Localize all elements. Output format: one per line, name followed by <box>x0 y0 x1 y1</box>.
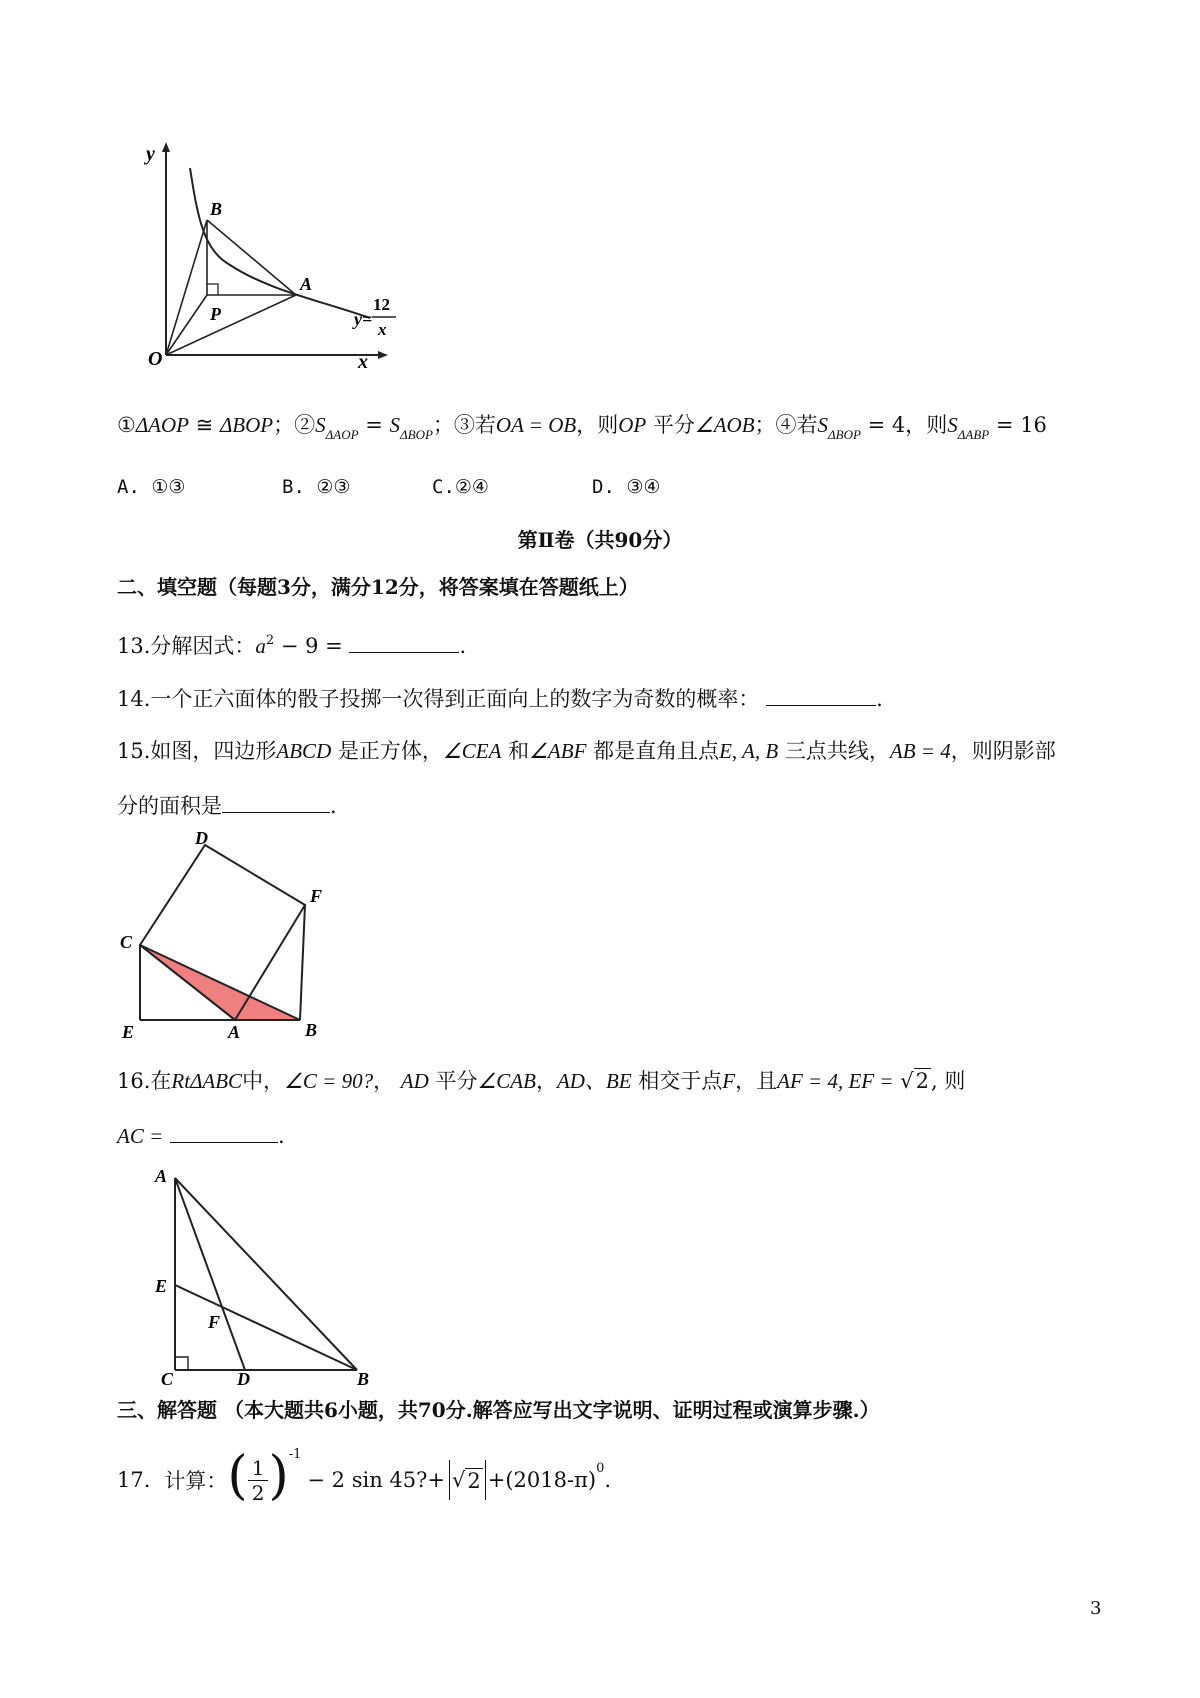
question-15-line-1 <box>117 736 1056 766</box>
right-paren: ) <box>268 1446 289 1506</box>
stmt-3-bisects: 平分 <box>652 413 695 437</box>
q16-figure <box>125 1160 405 1385</box>
end-period: . <box>277 1124 285 1148</box>
left-paren: ( <box>227 1446 248 1506</box>
area-subscript: ΔABP <box>957 427 990 442</box>
answer-blank[interactable] <box>349 630 459 653</box>
text: 平分 <box>435 1069 478 1093</box>
math-abcd: ABCD <box>276 739 332 763</box>
question-text: 计算： <box>164 1469 228 1493</box>
question-text: 一个正六面体的骰子投掷一次得到正面向上的数字为奇数的概率： <box>150 687 760 711</box>
sqrt-sign: √ <box>451 1468 466 1492</box>
q12-options <box>117 472 660 502</box>
question-15-line-2 <box>117 790 337 821</box>
end-period: . <box>876 687 883 711</box>
stmt-4-then: ，则 <box>905 413 948 437</box>
math-angle-cab: ∠CAB <box>477 1069 536 1093</box>
area-subscript: ΔBOP <box>400 427 433 442</box>
fig-curve-num: 12 <box>373 295 390 314</box>
option-a[interactable]: A. ①③ <box>117 476 186 498</box>
end-period: . <box>330 794 337 818</box>
math-ac: AC = <box>117 1124 164 1148</box>
fig-label-F: F <box>310 886 323 906</box>
fig-label-D: D <box>195 830 208 848</box>
stmt-2-mark: ② <box>294 413 316 437</box>
fraction-denominator: 2 <box>251 1480 265 1505</box>
fig-label-F: F <box>208 1312 221 1332</box>
stmt-1-left: ΔAOP <box>135 413 189 437</box>
text: 如图，四边形 <box>150 739 277 763</box>
question-number: 14. <box>117 687 151 711</box>
question-text: 分解因式： <box>150 634 256 658</box>
stmt-4-result: = 16 <box>995 413 1047 437</box>
math-points: E, A, B <box>719 739 779 763</box>
part-2-heading: 二、填空题（每题3分，满分12分，将答案填在答题纸上） <box>117 575 639 599</box>
expr-middle: − 2 sin 45?+ <box>307 1468 445 1492</box>
fig-label-C: C <box>161 1369 174 1385</box>
text: ， <box>373 1069 395 1093</box>
separator: ； <box>432 413 454 437</box>
stmt-1-mark: ① <box>117 413 136 437</box>
math-ab: AB = 4 <box>889 739 951 763</box>
fraction <box>248 1456 269 1505</box>
stmt-4-mark: ④若 <box>775 413 818 437</box>
question-17 <box>117 1440 611 1520</box>
abs-bar <box>449 1460 450 1500</box>
q12-figure <box>118 140 418 370</box>
fig-label-B: B <box>305 1020 318 1040</box>
stmt-3-segment: OP <box>618 413 647 437</box>
expr-variable: a <box>255 634 266 658</box>
area-subscript: ΔAOP <box>325 427 359 442</box>
math-angle-abf: ∠ABF <box>529 739 587 763</box>
area-symbol: S <box>315 413 326 437</box>
math-point-f: F <box>722 1069 736 1093</box>
question-number: 13. <box>117 634 151 658</box>
fig-label-x: x <box>358 351 368 370</box>
text: 都是直角且点 <box>593 739 720 763</box>
math-triangle: RtΔABC <box>171 1069 243 1093</box>
q15-figure <box>110 830 340 1040</box>
text: 三点共线， <box>784 739 890 763</box>
text: ，且 <box>735 1069 778 1093</box>
question-16-line-2 <box>117 1120 285 1151</box>
stmt-3-condition: OA = OB <box>495 413 577 437</box>
expr-exponent: 2 <box>265 633 275 648</box>
end-period: . <box>604 1468 612 1492</box>
text: 相交于点 <box>638 1069 723 1093</box>
part-3-heading: 三、解答题 （本大题共6小题，共70分.解答应写出文字说明、证明过程或演算步骤.） <box>117 1398 880 1422</box>
question-number: 17. <box>117 1468 151 1492</box>
fig-label-C: C <box>120 932 133 952</box>
text: 中， <box>242 1069 285 1093</box>
fig-label-A: A <box>155 1166 168 1186</box>
stmt-4-value: = 4 <box>867 413 906 437</box>
fig-label-E: E <box>155 1276 168 1296</box>
question-16-line-1: 16.在RtΔABC中，∠C = 90?， AD 平分∠CAB，AD、BE 相交于点F，且AF = 4, EF = √2, 则 <box>117 1069 966 1093</box>
exponent: -1 <box>288 1446 302 1462</box>
text: , 则 <box>930 1069 966 1093</box>
answer-blank[interactable] <box>170 1120 278 1143</box>
sqrt-radicand: 2 <box>915 1069 929 1093</box>
math-ad-be: AD、BE <box>556 1069 632 1093</box>
question-14 <box>117 683 883 714</box>
congruent-symbol: ≅ <box>195 413 214 437</box>
fig-label-A: A <box>300 274 313 294</box>
math-angle: ∠C = 90? <box>284 1069 374 1093</box>
section-2-title: 第Ⅱ卷（共90分） <box>517 528 683 552</box>
option-d[interactable]: D. ③④ <box>592 476 661 498</box>
question-13 <box>117 630 466 665</box>
option-c[interactable]: C.②④ <box>432 476 489 498</box>
answer-blank[interactable] <box>766 683 876 706</box>
math-angle-cea: ∠CEA <box>442 739 502 763</box>
fig-label-D: D <box>237 1369 250 1385</box>
abs-bar <box>485 1460 486 1500</box>
separator: ； <box>273 413 295 437</box>
page-number: 3 <box>1090 1598 1102 1619</box>
sqrt-radicand: 2 <box>467 1468 481 1493</box>
text: 是正方体， <box>337 739 443 763</box>
text: 在 <box>150 1069 172 1093</box>
expr-rest: − 9 = <box>280 634 343 658</box>
area-symbol: S <box>947 413 958 437</box>
fig-label-P: P <box>210 304 221 324</box>
fraction-numerator: 1 <box>248 1456 269 1481</box>
exponent: 0 <box>596 1460 605 1476</box>
fig-label-E: E <box>122 1022 135 1040</box>
text: 和 <box>508 739 530 763</box>
area-subscript: ΔBOP <box>828 427 861 442</box>
expr-tail: +(2018-π) <box>487 1468 597 1492</box>
fig-label-O: O <box>148 348 163 370</box>
stmt-3-angle: ∠AOB <box>694 413 755 437</box>
area-symbol: S <box>817 413 829 437</box>
question-number: 16. <box>117 1069 151 1093</box>
fig-label-B: B <box>210 199 223 219</box>
fig-label-A: A <box>228 1022 241 1040</box>
text: ， <box>535 1069 557 1093</box>
end-period: . <box>459 634 467 658</box>
area-symbol: S <box>389 413 401 437</box>
fig-label-B: B <box>357 1369 370 1385</box>
fig-curve-den: x <box>378 320 387 339</box>
fig-curve-label: y= <box>354 309 373 329</box>
question-number: 15. <box>117 739 151 763</box>
option-b[interactable]: B. ②③ <box>282 476 351 498</box>
text: ，则阴影部 <box>950 739 1056 763</box>
equals: = <box>365 413 383 437</box>
separator: ； <box>754 413 776 437</box>
stmt-3-then: ，则 <box>576 413 619 437</box>
text: 分的面积是 <box>117 794 222 818</box>
fig-label-y: y <box>146 143 155 165</box>
math-ad: AD <box>400 1069 429 1093</box>
answer-blank[interactable] <box>222 790 330 813</box>
math-lengths: AF = 4, EF = <box>777 1069 894 1093</box>
q12-statements <box>117 410 1047 443</box>
stmt-3-mark: ③若 <box>453 413 496 437</box>
stmt-1-right: ΔBOP <box>219 413 274 437</box>
